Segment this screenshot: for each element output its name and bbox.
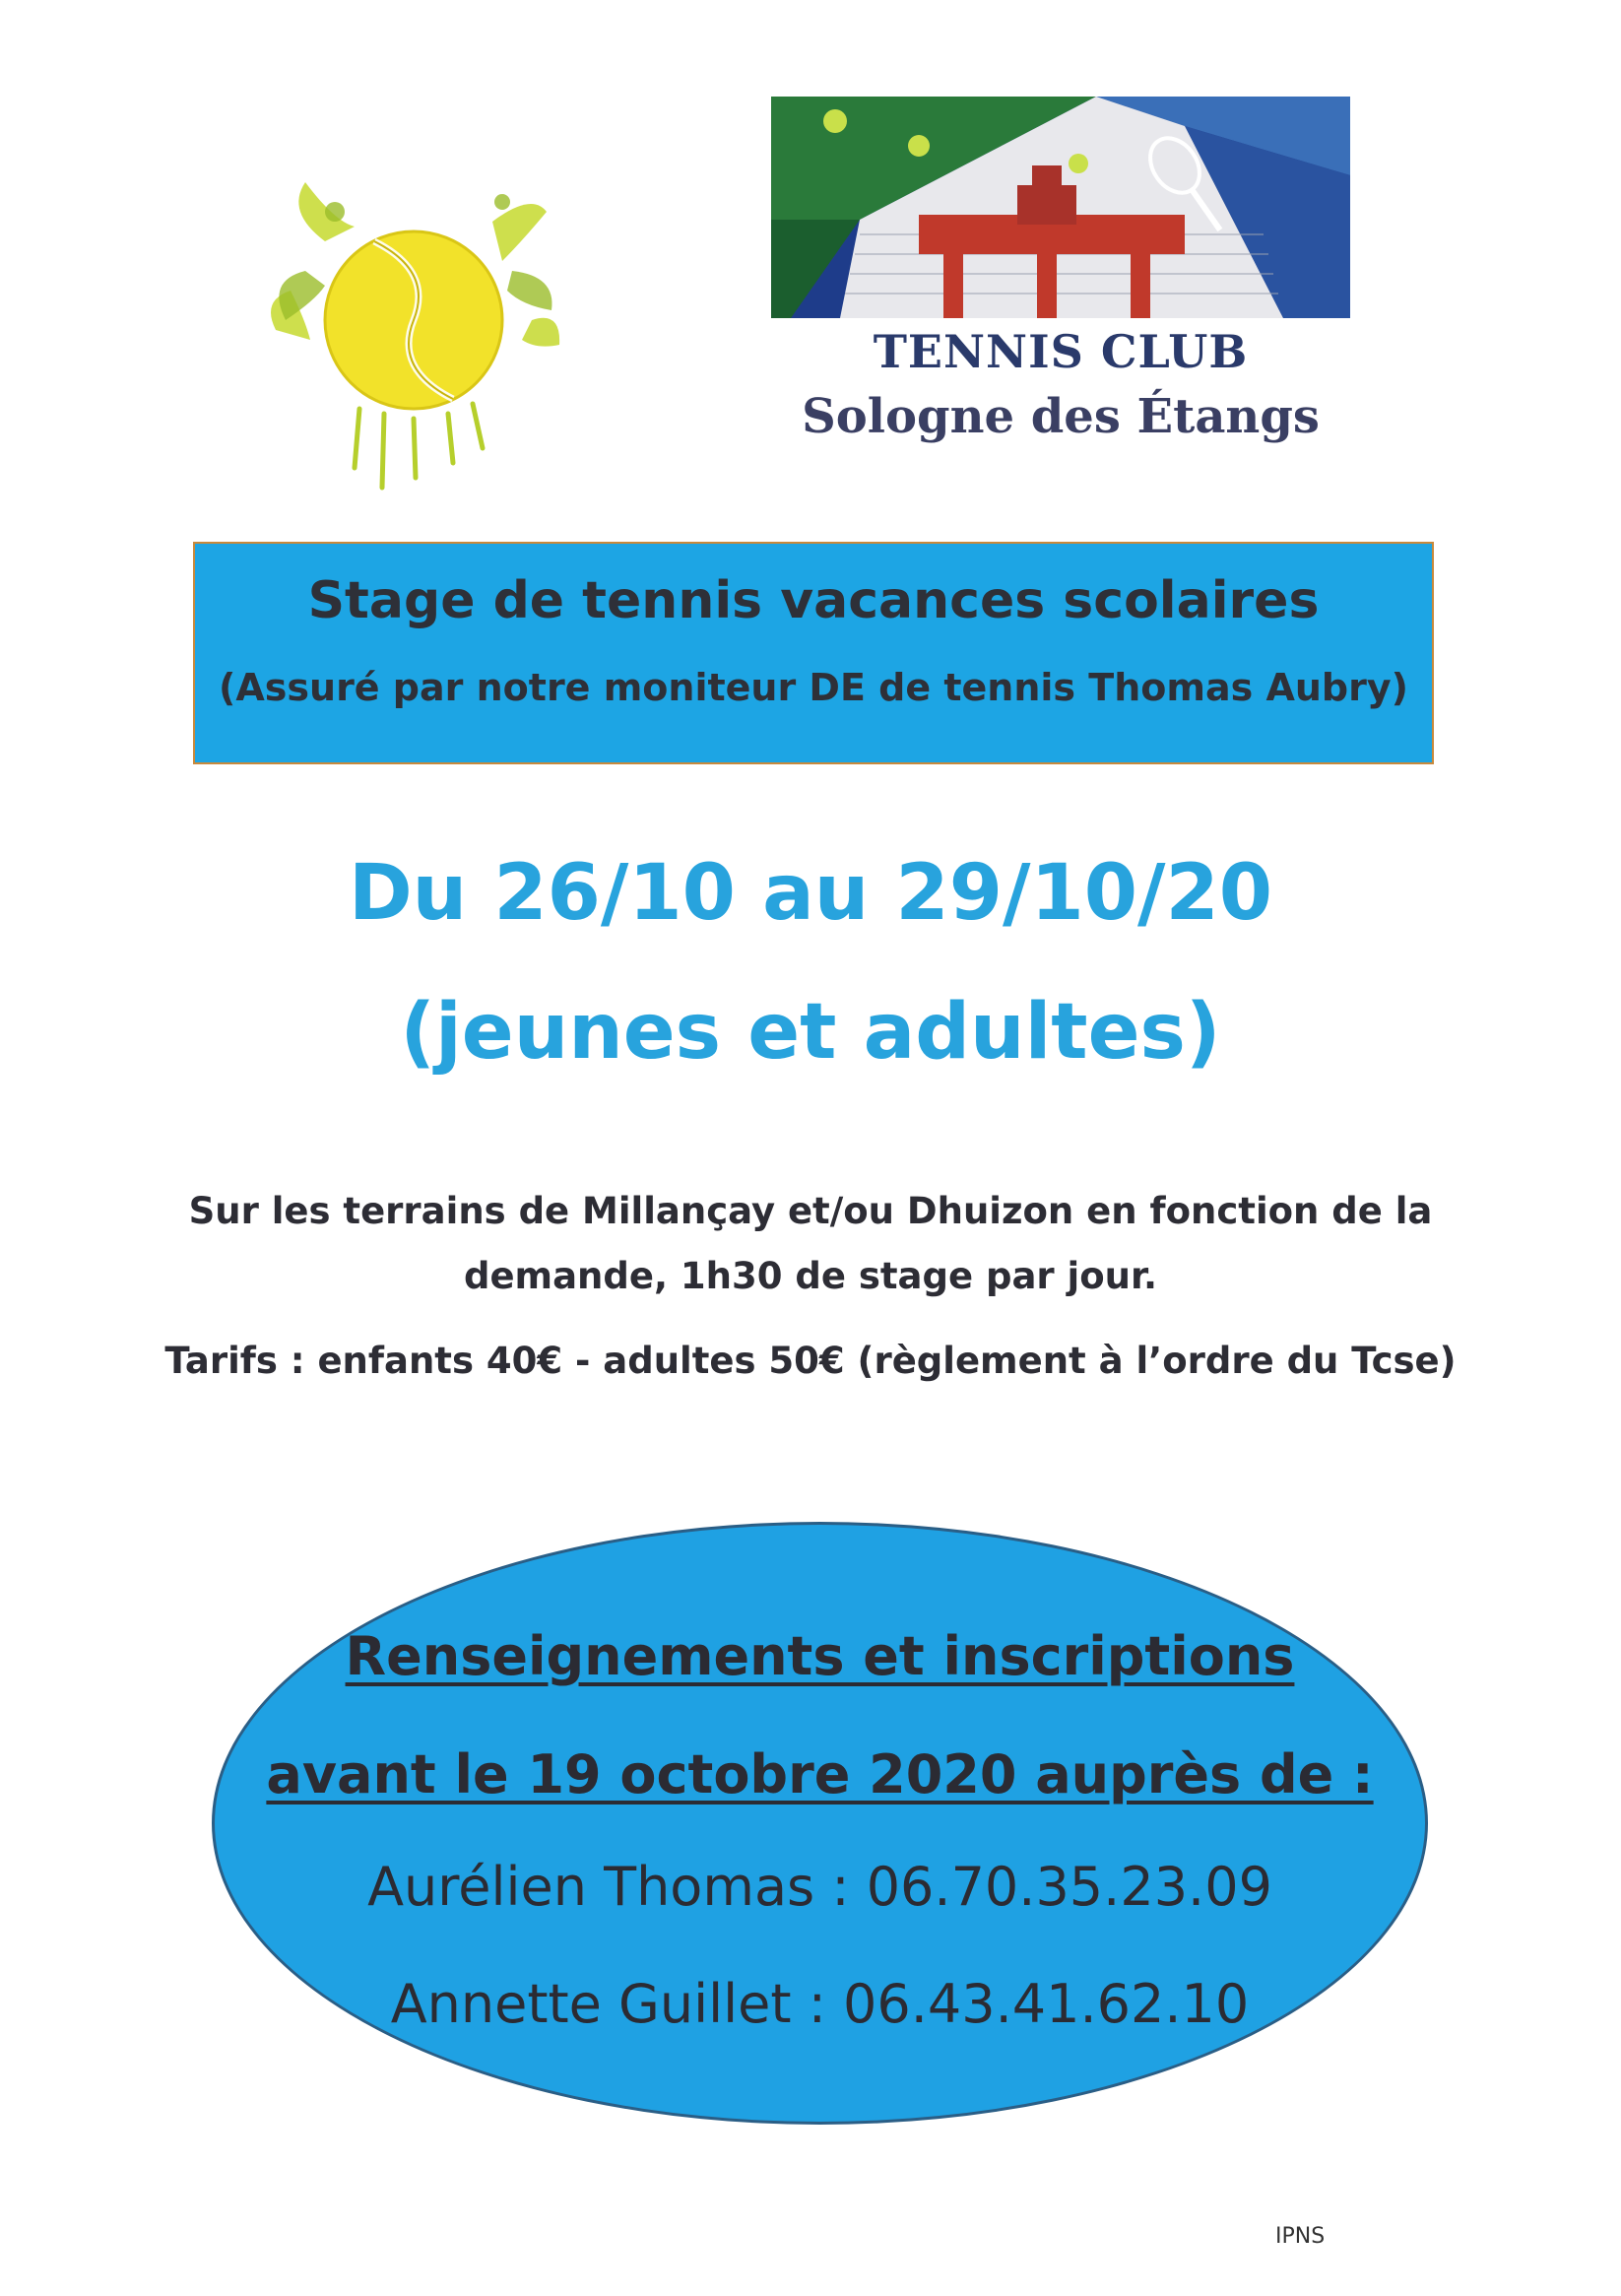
tarifs-text: Tarifs : enfants 40€ - adultes 50€ (règlement à l’ordre du Tcse) bbox=[164, 1340, 1457, 1382]
banner-subtitle: (Assuré par notre moniteur DE de tennis Thomas Aubry) bbox=[219, 666, 1408, 709]
contact-heading-1 bbox=[215, 1625, 1425, 1687]
tennis-club-logo bbox=[771, 97, 1350, 333]
contact-person-2: Annette Guillet : 06.43.41.62.10 bbox=[390, 1973, 1250, 2035]
tennis-ball-illustration bbox=[266, 182, 561, 497]
contact-person-1: Aurélien Thomas : 06.70.35.23.09 bbox=[367, 1856, 1272, 1918]
contact-heading-1-text: Renseignements et inscriptions bbox=[345, 1625, 1295, 1687]
logo-title-line1: TENNIS CLUB bbox=[873, 325, 1249, 378]
info-line-2: demande, 1h30 de stage par jour. bbox=[463, 1255, 1158, 1297]
title-banner bbox=[193, 542, 1434, 764]
contact-ellipse bbox=[212, 1522, 1428, 2125]
contact-heading-2 bbox=[215, 1743, 1425, 1805]
info-line-1: Sur les terrains de Millançay et/ou Dhuizon en fonction de la bbox=[188, 1190, 1433, 1232]
contact-heading-2-text: avant le 19 octobre 2020 auprès de : bbox=[266, 1743, 1374, 1805]
audience-text: (jeunes et adultes) bbox=[400, 988, 1221, 1077]
banner-title: Stage de tennis vacances scolaires bbox=[307, 571, 1320, 630]
logo-title-line2: Sologne des Étangs bbox=[802, 389, 1320, 444]
ipns-label: IPNS bbox=[1275, 2224, 1326, 2249]
date-range: Du 26/10 au 29/10/20 bbox=[348, 849, 1273, 938]
